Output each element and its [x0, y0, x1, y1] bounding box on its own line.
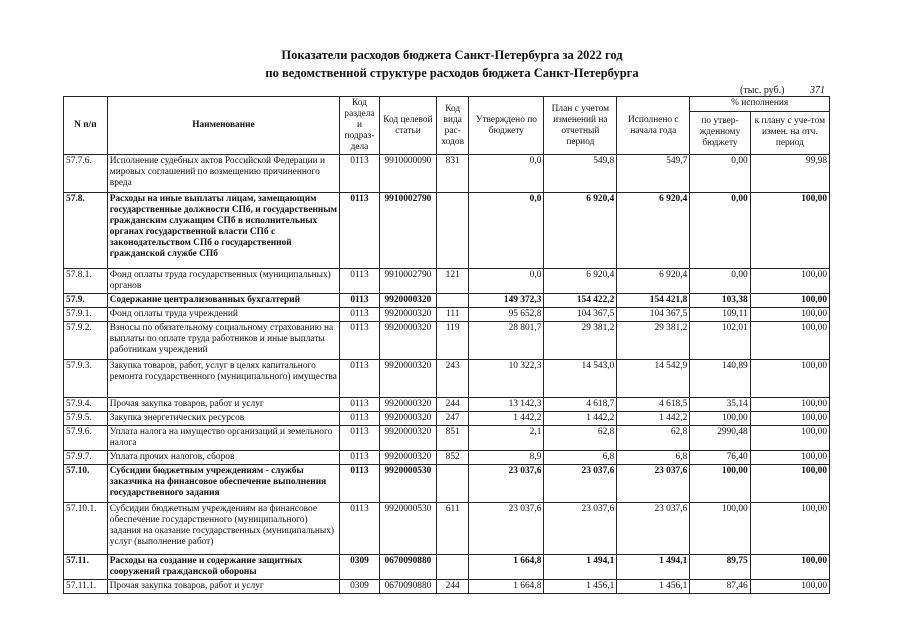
row-section-code: 0113 — [340, 322, 380, 360]
row-plan: 154 422,2 — [544, 294, 617, 308]
table-row — [64, 322, 830, 360]
row-executed: 62,8 — [617, 426, 690, 451]
row-section-code: 0113 — [340, 412, 380, 426]
row-target-code: 0670090880 — [379, 580, 436, 594]
row-target-code: 0670090880 — [379, 555, 436, 580]
row-number: 57.9.2. — [64, 322, 108, 360]
row-plan: 6 920,4 — [544, 193, 617, 269]
row-name: Прочая закупка товаров, работ и услуг — [107, 398, 339, 412]
row-executed: 1 442,2 — [617, 412, 690, 426]
row-name: Прочая закупка товаров, работ и услуг — [107, 580, 339, 594]
row-executed: 14 542,9 — [617, 360, 690, 398]
header-percent-group: % исполнения — [690, 97, 830, 112]
header-section-code: Код раздела и подраз-дела — [340, 97, 380, 155]
row-plan: 549,8 — [544, 155, 617, 193]
row-pct-approved: 0,00 — [690, 155, 750, 193]
row-pct-plan: 100,00 — [750, 580, 829, 594]
row-number: 57.9. — [64, 294, 108, 308]
row-target-code: 9920000320 — [379, 398, 436, 412]
row-executed: 104 367,5 — [617, 308, 690, 322]
row-plan: 29 381,2 — [544, 322, 617, 360]
row-number: 57.9.4. — [64, 398, 108, 412]
row-pct-plan: 100,00 — [750, 360, 829, 398]
row-name: Расходы на иные выплаты лицам, замещающим государственные должности СПб, и государственным гражданским служащим СПб в исполнительных органах государственной власти СПб с законодательством СПб о государственной гражданской службе СПб — [107, 193, 339, 269]
table-row — [64, 412, 830, 426]
row-pct-plan: 100,00 — [750, 503, 829, 555]
row-number: 57.10.1. — [64, 503, 108, 555]
row-type-code: 851 — [437, 426, 469, 451]
row-pct-plan: 100,00 — [750, 193, 829, 269]
row-type-code: 244 — [437, 580, 469, 594]
row-type-code — [437, 193, 469, 269]
row-number: 57.9.3. — [64, 360, 108, 398]
row-name: Фонд оплаты труда государственных (муниципальных) органов — [107, 269, 339, 294]
table-row — [64, 503, 830, 555]
header-num: N п/п — [64, 97, 108, 155]
row-pct-plan: 100,00 — [750, 451, 829, 465]
row-pct-approved: 35,14 — [690, 398, 750, 412]
row-section-code: 0113 — [340, 451, 380, 465]
row-pct-approved: 100,00 — [690, 412, 750, 426]
row-type-code: 247 — [437, 412, 469, 426]
row-executed: 1 456,1 — [617, 580, 690, 594]
row-plan: 6,8 — [544, 451, 617, 465]
row-pct-approved: 2990,48 — [690, 426, 750, 451]
header-pct-approved: по утвер-жденному бюджету — [690, 111, 750, 155]
row-section-code: 0113 — [340, 308, 380, 322]
row-type-code: 611 — [437, 503, 469, 555]
row-approved: 28 801,7 — [469, 322, 544, 360]
row-approved: 149 372,3 — [469, 294, 544, 308]
row-plan: 6 920,4 — [544, 269, 617, 294]
row-pct-plan: 100,00 — [750, 322, 829, 360]
row-name: Взносы по обязательному социальному страхованию на выплаты по оплате труда работников и иные выплаты работникам учреждений — [107, 322, 339, 360]
row-target-code: 9920000320 — [379, 412, 436, 426]
row-plan: 1 456,1 — [544, 580, 617, 594]
row-executed: 4 618,5 — [617, 398, 690, 412]
row-name: Закупка товаров, работ, услуг в целях капитального ремонта государственного (муниципального) имущества — [107, 360, 339, 398]
row-pct-approved: 100,00 — [690, 503, 750, 555]
row-number: 57.11.1. — [64, 580, 108, 594]
row-plan: 1 494,1 — [544, 555, 617, 580]
row-pct-approved: 100,00 — [690, 465, 750, 503]
budget-table — [63, 96, 830, 594]
row-pct-approved: 87,46 — [690, 580, 750, 594]
table-row — [64, 398, 830, 412]
row-target-code: 9920000320 — [379, 294, 436, 308]
table-row — [64, 269, 830, 294]
table-row — [64, 360, 830, 398]
units-label: (тыс. руб.) — [740, 85, 785, 96]
row-pct-plan: 100,00 — [750, 555, 829, 580]
table-row — [64, 465, 830, 503]
row-approved: 95 652,8 — [469, 308, 544, 322]
row-target-code: 9910000090 — [379, 155, 436, 193]
row-pct-plan: 100,00 — [750, 308, 829, 322]
row-plan: 62,8 — [544, 426, 617, 451]
table-row — [64, 193, 830, 269]
row-section-code: 0113 — [340, 193, 380, 269]
row-approved: 1 664,8 — [469, 555, 544, 580]
row-type-code: 831 — [437, 155, 469, 193]
row-number: 57.9.7. — [64, 451, 108, 465]
report-title-line1: Показатели расходов бюджета Санкт-Петербурга за 2022 год — [281, 48, 623, 62]
row-pct-plan: 99,98 — [750, 155, 829, 193]
row-approved: 8,9 — [469, 451, 544, 465]
row-type-code — [437, 555, 469, 580]
row-type-code — [437, 294, 469, 308]
row-section-code: 0113 — [340, 155, 380, 193]
row-name: Исполнение судебных актов Российской Федерации и мировых соглашений по возмещению причиненного вреда — [107, 155, 339, 193]
row-target-code: 9920000320 — [379, 360, 436, 398]
report-title-line2: по ведомственной структуре расходов бюджета Санкт-Петербурга — [265, 66, 639, 80]
row-pct-approved: 89,75 — [690, 555, 750, 580]
table-row — [64, 580, 830, 594]
row-executed: 6,8 — [617, 451, 690, 465]
row-approved: 0,0 — [469, 155, 544, 193]
row-type-code: 852 — [437, 451, 469, 465]
row-section-code: 0113 — [340, 360, 380, 398]
row-executed: 549,7 — [617, 155, 690, 193]
table-row — [64, 294, 830, 308]
row-approved: 10 322,3 — [469, 360, 544, 398]
row-number: 57.9.5. — [64, 412, 108, 426]
row-section-code: 0113 — [340, 465, 380, 503]
row-section-code: 0113 — [340, 269, 380, 294]
row-number: 57.7.6. — [64, 155, 108, 193]
row-executed: 23 037,6 — [617, 465, 690, 503]
row-executed: 1 494,1 — [617, 555, 690, 580]
row-plan: 104 367,5 — [544, 308, 617, 322]
row-pct-plan: 100,00 — [750, 412, 829, 426]
row-number: 57.9.1. — [64, 308, 108, 322]
row-target-code: 9920000320 — [379, 451, 436, 465]
row-plan: 23 037,6 — [544, 465, 617, 503]
row-target-code: 9910002790 — [379, 193, 436, 269]
row-type-code: 111 — [437, 308, 469, 322]
row-number: 57.11. — [64, 555, 108, 580]
header-plan: План с учетом изменений на отчетный период — [544, 97, 617, 155]
row-approved: 13 142,3 — [469, 398, 544, 412]
header-expense-type-code: Код вида рас-ходов — [437, 97, 469, 155]
row-section-code: 0113 — [340, 503, 380, 555]
table-row — [64, 451, 830, 465]
row-approved: 0,0 — [469, 269, 544, 294]
row-pct-plan: 100,00 — [750, 426, 829, 451]
row-approved: 23 037,6 — [469, 503, 544, 555]
table-row — [64, 555, 830, 580]
row-target-code: 9920000530 — [379, 503, 436, 555]
row-pct-approved: 0,00 — [690, 193, 750, 269]
row-pct-plan: 100,00 — [750, 294, 829, 308]
row-approved: 2,1 — [469, 426, 544, 451]
header-target-code: Код целевой статьи — [379, 97, 436, 155]
header-approved: Утверждено по бюджету — [469, 97, 544, 155]
row-name: Уплата прочих налогов, сборов — [107, 451, 339, 465]
row-pct-plan: 100,00 — [750, 269, 829, 294]
row-type-code: 243 — [437, 360, 469, 398]
row-plan: 1 442,2 — [544, 412, 617, 426]
row-approved: 1 442,2 — [469, 412, 544, 426]
row-type-code: 121 — [437, 269, 469, 294]
row-pct-approved: 109,11 — [690, 308, 750, 322]
row-number: 57.10. — [64, 465, 108, 503]
row-number: 57.8.1. — [64, 269, 108, 294]
table-row — [64, 155, 830, 193]
row-executed: 29 381,2 — [617, 322, 690, 360]
row-executed: 6 920,4 — [617, 269, 690, 294]
row-section-code: 0309 — [340, 555, 380, 580]
row-pct-approved: 0,00 — [690, 269, 750, 294]
row-type-code: 119 — [437, 322, 469, 360]
row-name: Уплата налога на имущество организаций и земельного налога — [107, 426, 339, 451]
table-row — [64, 308, 830, 322]
row-approved: 1 664,8 — [469, 580, 544, 594]
row-type-code: 244 — [437, 398, 469, 412]
row-pct-approved: 140,89 — [690, 360, 750, 398]
row-target-code: 9920000320 — [379, 308, 436, 322]
row-number: 57.8. — [64, 193, 108, 269]
row-target-code: 9920000320 — [379, 322, 436, 360]
row-target-code: 9920000530 — [379, 465, 436, 503]
row-name: Содержание централизованных бухгалтерий — [107, 294, 339, 308]
row-section-code: 0113 — [340, 426, 380, 451]
row-section-code: 0113 — [340, 294, 380, 308]
header-name: Наименование — [107, 97, 339, 155]
row-pct-approved: 102,01 — [690, 322, 750, 360]
row-number: 57.9.6. — [64, 426, 108, 451]
row-pct-plan: 100,00 — [750, 465, 829, 503]
row-target-code: 9920000320 — [379, 426, 436, 451]
row-section-code: 0113 — [340, 398, 380, 412]
row-pct-approved: 103,38 — [690, 294, 750, 308]
row-name: Закупка энергетических ресурсов — [107, 412, 339, 426]
row-approved: 0,0 — [469, 193, 544, 269]
row-name: Фонд оплаты труда учреждений — [107, 308, 339, 322]
row-executed: 6 920,4 — [617, 193, 690, 269]
row-plan: 14 543,0 — [544, 360, 617, 398]
row-approved: 23 037,6 — [469, 465, 544, 503]
row-pct-approved: 76,40 — [690, 451, 750, 465]
row-type-code — [437, 465, 469, 503]
table-row — [64, 426, 830, 451]
row-executed: 23 037,6 — [617, 503, 690, 555]
row-name: Расходы на создание и содержание защитных сооружений гражданской обороны — [107, 555, 339, 580]
row-section-code: 0309 — [340, 580, 380, 594]
header-executed: Исполнено с начала года — [617, 97, 690, 155]
row-pct-plan: 100,00 — [750, 398, 829, 412]
row-target-code: 9910002790 — [379, 269, 436, 294]
row-plan: 23 037,6 — [544, 503, 617, 555]
row-executed: 154 421,8 — [617, 294, 690, 308]
row-name: Субсидии бюджетным учреждениям на финансовое обеспечение государственного (муниципального) задания на оказание государственных (муниципальных) услуг (выполнение работ) — [107, 503, 339, 555]
header-pct-plan: к плану с уче-том измен. на отч. период — [750, 111, 829, 155]
row-plan: 4 618,7 — [544, 398, 617, 412]
page-number: 371 — [810, 85, 825, 96]
row-name: Субсидии бюджетным учреждениям - службы заказчика на финансовое обеспечение выполнения государственного задания — [107, 465, 339, 503]
